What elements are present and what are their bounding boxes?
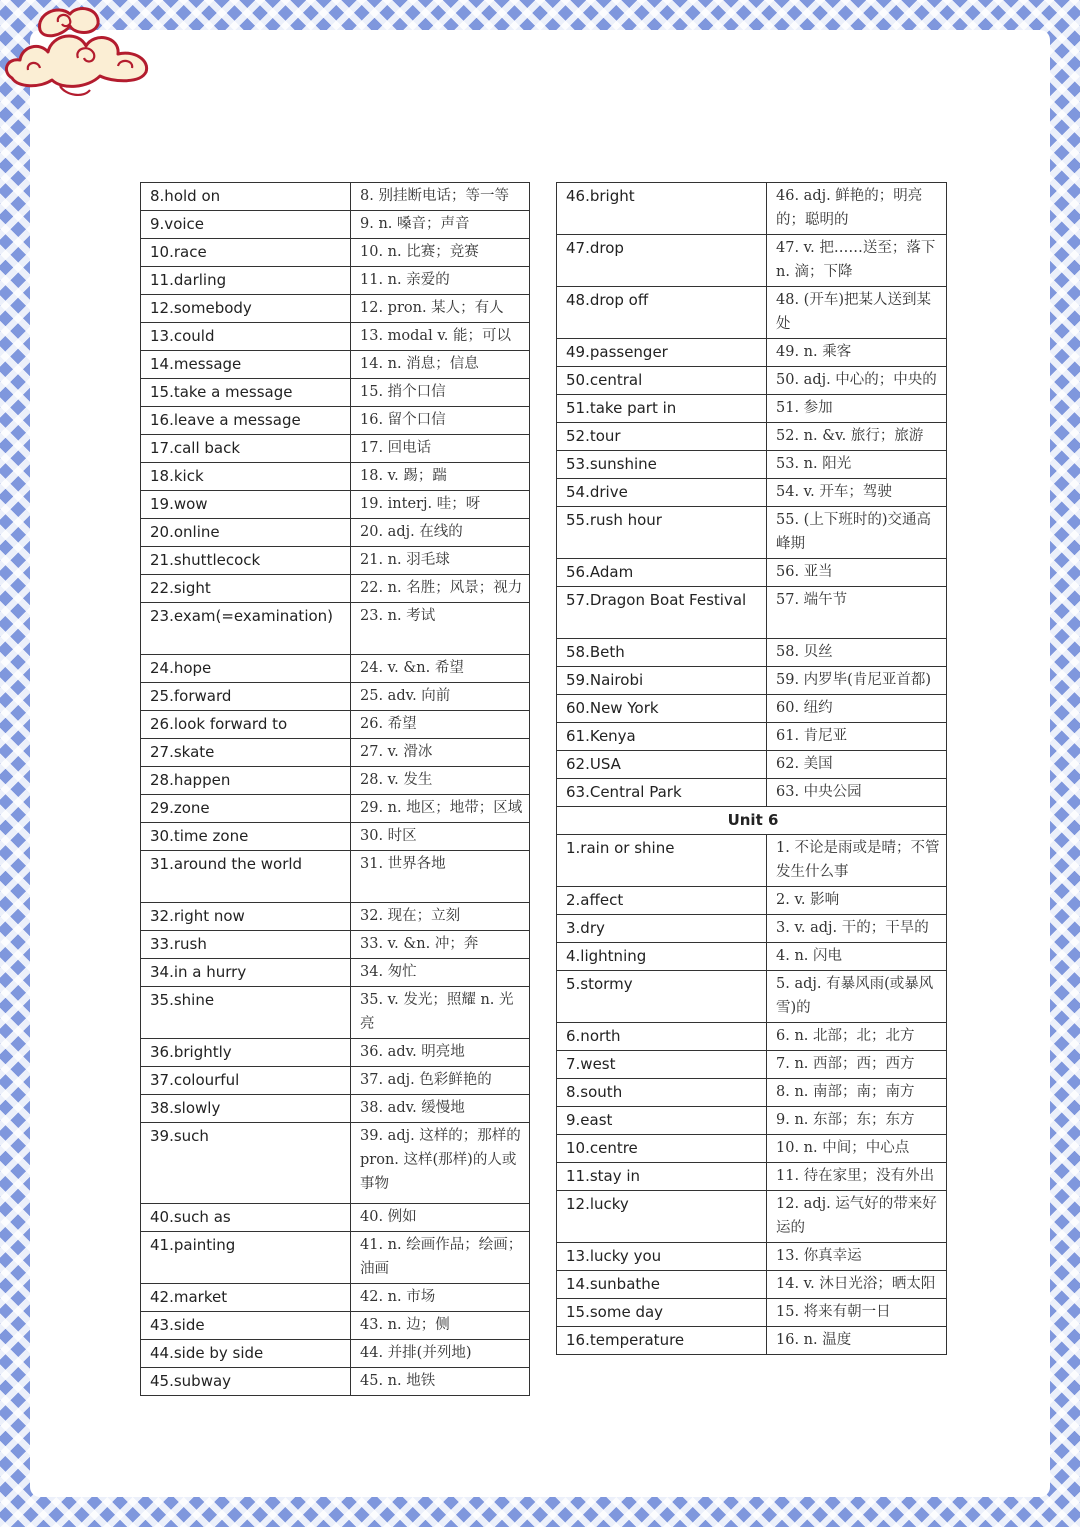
english-term: 13.could	[141, 323, 351, 351]
chinese-meaning: 27. v. 滑冰	[351, 739, 530, 767]
chinese-meaning: 12. pron. 某人；有人	[351, 295, 530, 323]
english-term: 3.dry	[557, 915, 767, 943]
chinese-meaning: 58. 贝丝	[767, 639, 947, 667]
chinese-meaning: 9. n. 东部；东；东方	[767, 1107, 947, 1135]
table-row	[557, 479, 947, 507]
english-term: 28.happen	[141, 767, 351, 795]
english-term: 25.forward	[141, 683, 351, 711]
english-term: 27.skate	[141, 739, 351, 767]
table-row	[141, 795, 530, 823]
table-row	[141, 739, 530, 767]
chinese-meaning: 44. 并排(并列地)	[351, 1340, 530, 1368]
table-row	[557, 639, 947, 667]
english-term: 41.painting	[141, 1232, 351, 1284]
english-term: 45.subway	[141, 1368, 351, 1396]
table-row	[557, 235, 947, 287]
chinese-meaning: 12. adj. 运气好的带来好运的	[767, 1191, 947, 1243]
table-row	[141, 683, 530, 711]
table-row	[557, 915, 947, 943]
table-row	[557, 451, 947, 479]
table-row	[141, 1123, 530, 1204]
table-row	[141, 351, 530, 379]
table-row	[141, 211, 530, 239]
chinese-meaning: 26. 希望	[351, 711, 530, 739]
table-row	[141, 1340, 530, 1368]
english-term: 18.kick	[141, 463, 351, 491]
table-row	[141, 711, 530, 739]
english-term: 37.colourful	[141, 1067, 351, 1095]
table-row	[557, 395, 947, 423]
chinese-meaning: 13. 你真幸运	[767, 1243, 947, 1271]
english-term: 6.north	[557, 1023, 767, 1051]
english-term: 51.take part in	[557, 395, 767, 423]
table-row	[557, 587, 947, 639]
english-term: 1.rain or shine	[557, 835, 767, 887]
english-term: 20.online	[141, 519, 351, 547]
table-row	[141, 547, 530, 575]
english-term: 31.around the world	[141, 851, 351, 903]
table-row	[141, 1095, 530, 1123]
chinese-meaning: 43. n. 边；侧	[351, 1312, 530, 1340]
chinese-meaning: 1. 不论是雨或是晴；不管发生什么事	[767, 835, 947, 887]
chinese-meaning: 17. 回电话	[351, 435, 530, 463]
table-row	[141, 903, 530, 931]
table-row	[557, 695, 947, 723]
english-term: 2.affect	[557, 887, 767, 915]
english-term: 11.darling	[141, 267, 351, 295]
english-term: 10.centre	[557, 1135, 767, 1163]
table-row	[557, 367, 947, 395]
table-row	[141, 1204, 530, 1232]
english-term: 10.race	[141, 239, 351, 267]
chinese-meaning: 30. 时区	[351, 823, 530, 851]
chinese-meaning: 24. v. &n. 希望	[351, 655, 530, 683]
table-row	[557, 1107, 947, 1135]
chinese-meaning: 60. 纽约	[767, 695, 947, 723]
chinese-meaning: 55. (上下班时的)交通高峰期	[767, 507, 947, 559]
english-term: 47.drop	[557, 235, 767, 287]
vocab-table-left	[140, 182, 530, 1396]
english-term: 5.stormy	[557, 971, 767, 1023]
table-row	[141, 1312, 530, 1340]
chinese-meaning: 53. n. 阳光	[767, 451, 947, 479]
chinese-meaning: 29. n. 地区；地带；区域	[351, 795, 530, 823]
english-term: 40.such as	[141, 1204, 351, 1232]
english-term: 38.slowly	[141, 1095, 351, 1123]
table-row	[141, 931, 530, 959]
table-row	[141, 987, 530, 1039]
english-term: 60.New York	[557, 695, 767, 723]
table-row	[141, 323, 530, 351]
chinese-meaning: 42. n. 市场	[351, 1284, 530, 1312]
english-term: 16.temperature	[557, 1327, 767, 1355]
chinese-meaning: 38. adv. 缓慢地	[351, 1095, 530, 1123]
english-term: 29.zone	[141, 795, 351, 823]
english-term: 32.right now	[141, 903, 351, 931]
auspicious-cloud-icon	[0, 0, 160, 105]
english-term: 46.bright	[557, 183, 767, 235]
english-term: 54.drive	[557, 479, 767, 507]
english-term: 63.Central Park	[557, 779, 767, 807]
table-row	[141, 407, 530, 435]
english-term: 9.east	[557, 1107, 767, 1135]
english-term: 17.call back	[141, 435, 351, 463]
chinese-meaning: 49. n. 乘客	[767, 339, 947, 367]
table-row	[557, 1191, 947, 1243]
table-row	[557, 1327, 947, 1355]
table-row	[557, 835, 947, 887]
vocab-table-right	[556, 182, 947, 1355]
english-term: 48.drop off	[557, 287, 767, 339]
table-row	[557, 287, 947, 339]
english-term: 61.Kenya	[557, 723, 767, 751]
english-term: 8.south	[557, 1079, 767, 1107]
english-term: 24.hope	[141, 655, 351, 683]
table-row	[141, 491, 530, 519]
chinese-meaning: 35. v. 发光；照耀 n. 光亮	[351, 987, 530, 1039]
chinese-meaning: 19. interj. 哇；呀	[351, 491, 530, 519]
table-row	[141, 603, 530, 655]
table-row	[557, 807, 947, 835]
table-row	[557, 887, 947, 915]
english-term: 58.Beth	[557, 639, 767, 667]
english-term: 30.time zone	[141, 823, 351, 851]
chinese-meaning: 2. v. 影响	[767, 887, 947, 915]
table-row	[557, 559, 947, 587]
table-row	[557, 1023, 947, 1051]
english-term: 8.hold on	[141, 183, 351, 211]
table-row	[141, 295, 530, 323]
table-row	[141, 239, 530, 267]
table-row	[557, 1243, 947, 1271]
english-term: 7.west	[557, 1051, 767, 1079]
chinese-meaning: 11. n. 亲爱的	[351, 267, 530, 295]
chinese-meaning: 45. n. 地铁	[351, 1368, 530, 1396]
english-term: 13.lucky you	[557, 1243, 767, 1271]
english-term: 42.market	[141, 1284, 351, 1312]
table-row	[141, 767, 530, 795]
chinese-meaning: 39. adj. 这样的；那样的 pron. 这样(那样)的人或事物	[351, 1123, 530, 1204]
english-term: 16.leave a message	[141, 407, 351, 435]
chinese-meaning: 52. n. &v. 旅行；旅游	[767, 423, 947, 451]
table-row	[557, 751, 947, 779]
chinese-meaning: 7. n. 西部；西；西方	[767, 1051, 947, 1079]
chinese-meaning: 40. 例如	[351, 1204, 530, 1232]
chinese-meaning: 63. 中央公园	[767, 779, 947, 807]
table-row	[557, 1163, 947, 1191]
chinese-meaning: 10. n. 比赛；竞赛	[351, 239, 530, 267]
chinese-meaning: 15. 捎个口信	[351, 379, 530, 407]
chinese-meaning: 23. n. 考试	[351, 603, 530, 655]
english-term: 19.wow	[141, 491, 351, 519]
chinese-meaning: 10. n. 中间；中心点	[767, 1135, 947, 1163]
english-term: 57.Dragon Boat Festival	[557, 587, 767, 639]
chinese-meaning: 4. n. 闪电	[767, 943, 947, 971]
table-row	[557, 971, 947, 1023]
table-row	[141, 1232, 530, 1284]
table-row	[141, 463, 530, 491]
english-term: 59.Nairobi	[557, 667, 767, 695]
table-row	[141, 183, 530, 211]
table-row	[141, 959, 530, 987]
chinese-meaning: 32. 现在；立刻	[351, 903, 530, 931]
chinese-meaning: 36. adv. 明亮地	[351, 1039, 530, 1067]
chinese-meaning: 14. v. 沐日光浴；晒太阳	[767, 1271, 947, 1299]
english-term: 56.Adam	[557, 559, 767, 587]
english-term: 34.in a hurry	[141, 959, 351, 987]
english-term: 53.sunshine	[557, 451, 767, 479]
chinese-meaning: 61. 肯尼亚	[767, 723, 947, 751]
table-row	[557, 1051, 947, 1079]
table-row	[557, 183, 947, 235]
table-row	[141, 1039, 530, 1067]
chinese-meaning: 6. n. 北部；北；北方	[767, 1023, 947, 1051]
english-term: 26.look forward to	[141, 711, 351, 739]
table-row	[557, 1135, 947, 1163]
table-row	[557, 723, 947, 751]
english-term: 4.lightning	[557, 943, 767, 971]
table-row	[141, 1284, 530, 1312]
chinese-meaning: 16. n. 温度	[767, 1327, 947, 1355]
chinese-meaning: 31. 世界各地	[351, 851, 530, 903]
table-row	[141, 379, 530, 407]
english-term: 23.exam(=examination)	[141, 603, 351, 655]
chinese-meaning: 22. n. 名胜；风景；视力	[351, 575, 530, 603]
table-row	[141, 851, 530, 903]
chinese-meaning: 46. adj. 鲜艳的；明亮的；聪明的	[767, 183, 947, 235]
english-term: 43.side	[141, 1312, 351, 1340]
table-row	[557, 1299, 947, 1327]
english-term: 49.passenger	[557, 339, 767, 367]
table-row	[557, 507, 947, 559]
english-term: 9.voice	[141, 211, 351, 239]
english-term: 33.rush	[141, 931, 351, 959]
chinese-meaning: 37. adj. 色彩鲜艳的	[351, 1067, 530, 1095]
chinese-meaning: 11. 待在家里；没有外出	[767, 1163, 947, 1191]
table-row	[141, 1368, 530, 1396]
chinese-meaning: 59. 内罗毕(肯尼亚首都)	[767, 667, 947, 695]
english-term: 11.stay in	[557, 1163, 767, 1191]
table-row	[141, 435, 530, 463]
table-row	[557, 943, 947, 971]
chinese-meaning: 47. v. 把……送至；落下 n. 滴；下降	[767, 235, 947, 287]
chinese-meaning: 21. n. 羽毛球	[351, 547, 530, 575]
table-row	[557, 779, 947, 807]
english-term: 35.shine	[141, 987, 351, 1039]
chinese-meaning: 14. n. 消息；信息	[351, 351, 530, 379]
chinese-meaning: 62. 美国	[767, 751, 947, 779]
chinese-meaning: 8. 别挂断电话；等一等	[351, 183, 530, 211]
english-term: 15.take a message	[141, 379, 351, 407]
table-row	[557, 1271, 947, 1299]
table-row	[141, 823, 530, 851]
english-term: 14.sunbathe	[557, 1271, 767, 1299]
chinese-meaning: 57. 端午节	[767, 587, 947, 639]
table-row	[557, 1079, 947, 1107]
chinese-meaning: 20. adj. 在线的	[351, 519, 530, 547]
chinese-meaning: 34. 匆忙	[351, 959, 530, 987]
table-row	[141, 519, 530, 547]
english-term: 12.lucky	[557, 1191, 767, 1243]
english-term: 22.sight	[141, 575, 351, 603]
chinese-meaning: 50. adj. 中心的；中央的	[767, 367, 947, 395]
english-term: 36.brightly	[141, 1039, 351, 1067]
table-row	[141, 1067, 530, 1095]
chinese-meaning: 13. modal v. 能；可以	[351, 323, 530, 351]
chinese-meaning: 28. v. 发生	[351, 767, 530, 795]
chinese-meaning: 18. v. 踢；踹	[351, 463, 530, 491]
english-term: 50.central	[557, 367, 767, 395]
chinese-meaning: 5. adj. 有暴风雨(或暴风雪)的	[767, 971, 947, 1023]
chinese-meaning: 41. n. 绘画作品；绘画；油画	[351, 1232, 530, 1284]
english-term: 39.such	[141, 1123, 351, 1204]
english-term: 62.USA	[557, 751, 767, 779]
chinese-meaning: 8. n. 南部；南；南方	[767, 1079, 947, 1107]
table-row	[141, 267, 530, 295]
table-row	[141, 655, 530, 683]
chinese-meaning: 33. v. &n. 冲；奔	[351, 931, 530, 959]
chinese-meaning: 9. n. 嗓音；声音	[351, 211, 530, 239]
chinese-meaning: 25. adv. 向前	[351, 683, 530, 711]
chinese-meaning: 16. 留个口信	[351, 407, 530, 435]
english-term: 55.rush hour	[557, 507, 767, 559]
english-term: 21.shuttlecock	[141, 547, 351, 575]
table-row	[141, 575, 530, 603]
english-term: 44.side by side	[141, 1340, 351, 1368]
table-row	[557, 339, 947, 367]
chinese-meaning: 51. 参加	[767, 395, 947, 423]
chinese-meaning: 54. v. 开车；驾驶	[767, 479, 947, 507]
chinese-meaning: 3. v. adj. 干的；干旱的	[767, 915, 947, 943]
table-row	[557, 667, 947, 695]
unit-heading: Unit 6	[557, 807, 947, 835]
english-term: 15.some day	[557, 1299, 767, 1327]
table-row	[557, 423, 947, 451]
english-term: 12.somebody	[141, 295, 351, 323]
chinese-meaning: 15. 将来有朝一日	[767, 1299, 947, 1327]
english-term: 14.message	[141, 351, 351, 379]
chinese-meaning: 56. 亚当	[767, 559, 947, 587]
english-term: 52.tour	[557, 423, 767, 451]
chinese-meaning: 48. (开车)把某人送到某处	[767, 287, 947, 339]
